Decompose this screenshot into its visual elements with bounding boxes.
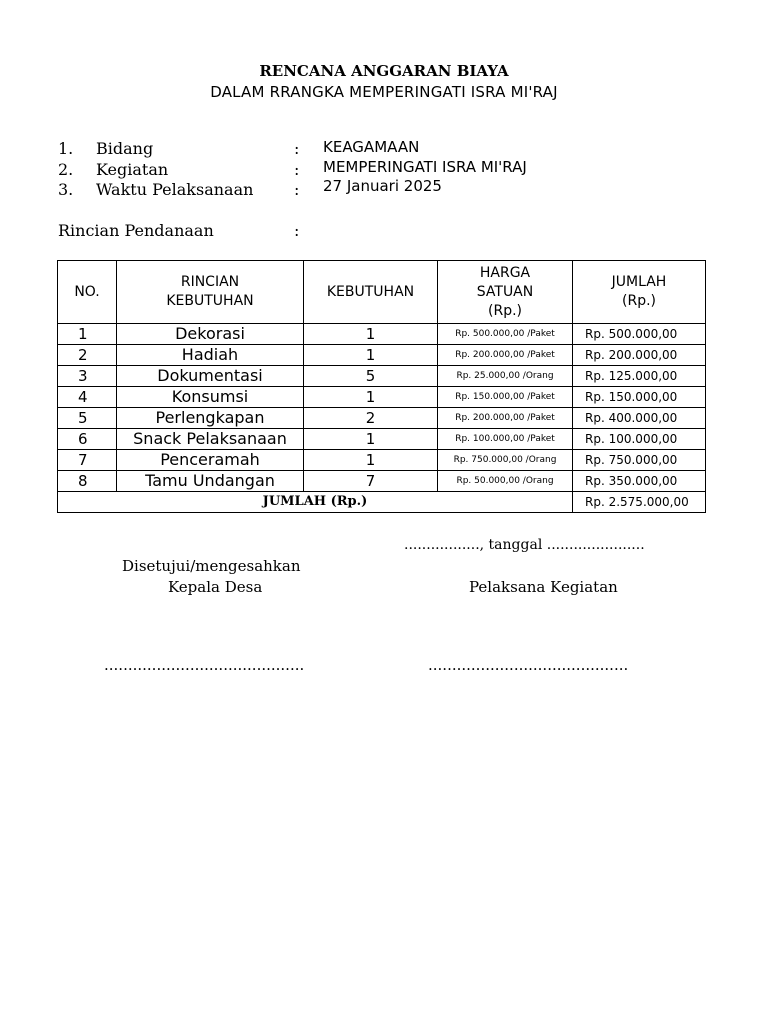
row-price: Rp. 100.000,00 /Paket [438,429,573,450]
row-qty: 5 [304,366,438,387]
row-no: 2 [58,345,117,366]
row-total: Rp. 100.000,00 [573,429,706,450]
header-item: RINCIAN KEBUTUHAN [117,261,304,324]
date-line: ................., tanggal ...................... [404,537,645,553]
table-sum-row [58,492,706,513]
funding-label: Rincian Pendanaan [58,221,214,240]
table-row [58,324,706,345]
table-row [58,366,706,387]
row-qty: 2 [304,408,438,429]
row-no: 4 [58,387,117,408]
row-no: 8 [58,471,117,492]
row-item: Perlengkapan [117,408,304,429]
row-total: Rp. 500.000,00 [573,324,706,345]
executor-label: Pelaksana Kegiatan [469,578,618,596]
row-price: Rp. 25.000,00 /Orang [438,366,573,387]
document-subtitle: DALAM RRANGKA MEMPERINGATI ISRA MI'RAJ [210,83,558,101]
budget-table [57,260,706,513]
info-label-waktu: Waktu Pelaksanaan [96,180,254,199]
sum-total: Rp. 2.575.000,00 [573,492,706,513]
row-qty: 1 [304,429,438,450]
row-total: Rp. 125.000,00 [573,366,706,387]
signature-line-left: .......................................... [104,656,305,674]
row-price: Rp. 50.000,00 /Orang [438,471,573,492]
table-row [58,450,706,471]
row-no: 3 [58,366,117,387]
approved-label: Disetujui/mengesahkan [122,557,301,575]
header-price: HARGA SATUAN (Rp.) [438,261,573,324]
row-price: Rp. 150.000,00 /Paket [438,387,573,408]
row-price: Rp. 500.000,00 /Paket [438,324,573,345]
funding-colon: : [294,221,300,240]
row-item: Penceramah [117,450,304,471]
row-item: Dokumentasi [117,366,304,387]
header-qty: KEBUTUHAN [304,261,438,324]
row-qty: 1 [304,324,438,345]
row-item: Dekorasi [117,324,304,345]
sum-label: JUMLAH (Rp.) [58,492,573,513]
row-total: Rp. 200.000,00 [573,345,706,366]
row-price: Rp. 750.000,00 /Orang [438,450,573,471]
table-row [58,408,706,429]
row-no: 6 [58,429,117,450]
row-total: Rp. 750.000,00 [573,450,706,471]
row-qty: 7 [304,471,438,492]
village-head-label: Kepala Desa [168,578,263,596]
row-item: Tamu Undangan [117,471,304,492]
info-colon: : [294,160,300,179]
info-value-waktu: 27 Januari 2025 [323,177,442,195]
row-price: Rp. 200.000,00 /Paket [438,408,573,429]
row-no: 1 [58,324,117,345]
info-value-kegiatan: MEMPERINGATI ISRA MI'RAJ [323,158,527,176]
info-colon: : [294,180,300,199]
row-qty: 1 [304,450,438,471]
info-number: 1. [58,139,74,158]
row-no: 7 [58,450,117,471]
header-total: JUMLAH (Rp.) [573,261,706,324]
table-row [58,387,706,408]
row-qty: 1 [304,345,438,366]
info-number: 3. [58,180,74,199]
row-total: Rp. 150.000,00 [573,387,706,408]
row-total: Rp. 350.000,00 [573,471,706,492]
row-item: Snack Pelaksanaan [117,429,304,450]
table-row [58,429,706,450]
row-item: Konsumsi [117,387,304,408]
info-value-bidang: KEAGAMAAN [323,138,420,156]
row-qty: 1 [304,387,438,408]
row-no: 5 [58,408,117,429]
document-title: RENCANA ANGGARAN BIAYA [259,62,509,80]
row-item: Hadiah [117,345,304,366]
info-label-bidang: Bidang [96,139,154,158]
table-row [58,471,706,492]
info-label-kegiatan: Kegiatan [96,160,169,179]
header-no: NO. [58,261,117,324]
table-row [58,345,706,366]
row-price: Rp. 200.000,00 /Paket [438,345,573,366]
signature-line-right: .......................................... [428,656,629,674]
table-header-row [58,261,706,324]
info-number: 2. [58,160,74,179]
row-total: Rp. 400.000,00 [573,408,706,429]
info-colon: : [294,139,300,158]
